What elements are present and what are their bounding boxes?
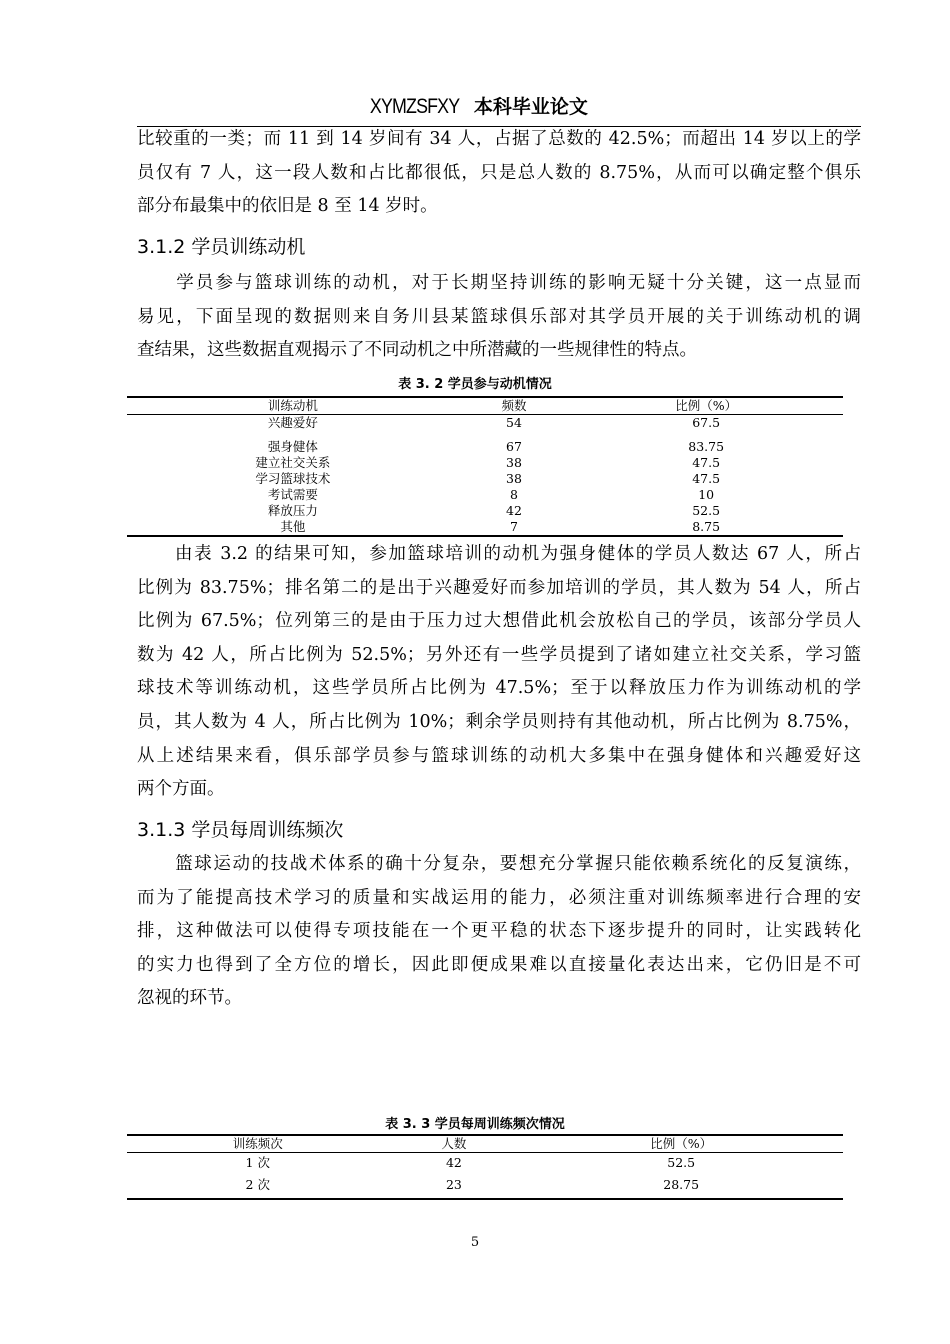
header-title: 本科毕业论文	[473, 96, 588, 118]
text-line: 易见，下面呈现的数据则来自务川县某篮球俱乐部对其学员开展的关于训练动机的调	[137, 306, 861, 327]
text-line: 数为 42 人，所占比例为 52.5%；另外还有一些学员提到了诸如建立社交关系，学习篮	[137, 644, 861, 665]
table-cell: 1 次	[245, 1154, 270, 1170]
table-cell: 23	[445, 1177, 462, 1192]
text-line: 篮球运动的技战术体系的确十分复杂，要想充分掌握只能依赖系统化的反复演练，	[137, 854, 861, 874]
table-row	[127, 1173, 843, 1199]
table-3-2	[127, 396, 843, 537]
paragraph-3	[137, 538, 861, 807]
table-cell: 兴趣爱好	[267, 415, 318, 430]
table-cell: 8	[510, 486, 518, 502]
text-line: 员，其人数为 4 人，所占比例为 10%；剩余学员则持有其他动机，所占比例为 8.75%，	[137, 711, 861, 732]
table-cell: 强身健体	[267, 438, 318, 454]
table-cell: 38	[506, 470, 522, 486]
section-heading-3-1-2: 3.1.2 学员训练动机	[137, 236, 306, 258]
table-caption-3-2: 表 3. 2 学员参与动机情况	[398, 377, 552, 392]
table-caption-3-3: 表 3. 3 学员每周训练频次情况	[385, 1117, 565, 1132]
column-header: 比例（%）	[519, 1135, 843, 1153]
text-line: 比较重的一类；而 11 到 14 岁间有 34 人，占据了总数的 42.5%；而超出 14 岁以上的学	[137, 129, 861, 149]
table-cell: 54	[506, 415, 522, 430]
column-header: 训练频次	[127, 1135, 389, 1153]
table-row	[127, 487, 843, 503]
text-line: 员仅有 7 人，这一段人数和占比都很低，只是总人数的 8.75%，从而可以确定整个俱乐	[137, 162, 861, 183]
table-cell: 47.5	[692, 470, 721, 486]
table-cell: 其他	[280, 518, 306, 534]
table-row	[127, 455, 843, 471]
paragraph-2	[137, 267, 861, 368]
text-line: 查结果，这些数据直观揭示了不同动机之中所潜藏的一些规律性的特点。	[137, 340, 697, 361]
text-line: 而为了能提高技术学习的质量和实战运用的能力，必须注重对训练频率进行合理的安	[137, 887, 861, 908]
table-cell: 8.75	[692, 518, 721, 534]
table-cell: 28.75	[663, 1177, 700, 1192]
paragraph-1	[137, 123, 861, 224]
page-header	[0, 92, 950, 119]
text-line: 从上述结果来看，俱乐部学员参与篮球训练的动机大多集中在强身健体和兴趣爱好这	[137, 745, 861, 766]
section-heading-3-1-3: 3.1.3 学员每周训练频次	[137, 819, 344, 841]
table-cell: 建立社交关系	[255, 454, 331, 470]
text-line: 球技术等训练动机，这些学员所占比例为 47.5%；至于以释放压力作为训练动机的学	[137, 678, 861, 699]
text-line: 由表 3.2 的结果可知，参加篮球培训的动机为强身健体的学员人数达 67 人，所占	[137, 544, 861, 564]
table-cell: 42	[506, 502, 522, 518]
column-header: 人数	[389, 1135, 520, 1153]
column-header: 训练动机	[127, 397, 459, 415]
table-row	[127, 471, 843, 487]
table-cell: 67.5	[692, 415, 721, 430]
table-cell: 52.5	[667, 1154, 696, 1170]
header-latin: XYMZSFXY	[369, 95, 460, 118]
column-header: 比例（%）	[569, 397, 843, 415]
table-row	[127, 503, 843, 519]
paragraph-4	[137, 848, 861, 1016]
table-cell: 52.5	[692, 502, 721, 518]
text-line: 排，这种做法可以使得专项技能在一个更平稳的状态下逐步提升的同时，让实践转化	[137, 921, 861, 942]
text-line: 忽视的环节。	[137, 988, 242, 1009]
text-line: 学员参与篮球训练的动机，对于长期坚持训练的影响无疑十分关键，这一点显而	[137, 273, 861, 293]
table-cell: 10	[698, 486, 715, 502]
table-row	[127, 415, 843, 439]
table-cell: 47.5	[692, 454, 721, 470]
table-3-3	[127, 1134, 843, 1200]
table-cell: 42	[445, 1154, 462, 1170]
text-line: 部分布最集中的依旧是 8 至 14 岁时。	[137, 196, 438, 217]
text-line: 两个方面。	[137, 779, 225, 800]
table-row	[127, 519, 843, 536]
table-cell: 释放压力	[267, 502, 318, 518]
table-cell: 38	[506, 454, 522, 470]
text-line: 的实力也得到了全方位的增长，因此即便成果难以直接量化表达出来，它仍旧是不可	[137, 954, 861, 975]
table-row	[127, 1153, 843, 1173]
table-cell: 67	[506, 438, 522, 454]
column-header: 频数	[459, 397, 570, 415]
table-cell: 学习篮球技术	[255, 470, 331, 486]
table-cell: 考试需要	[267, 486, 318, 502]
text-line: 比例为 83.75%；排名第二的是出于兴趣爱好而参加培训的学员，其人数为 54 人，所占	[137, 577, 861, 598]
page-number: 5	[470, 1235, 480, 1250]
table-cell: 83.75	[688, 438, 725, 454]
table-row	[127, 439, 843, 455]
table-cell: 7	[510, 518, 518, 534]
text-line: 比例为 67.5%；位列第三的是由于压力过大想借此机会放松自己的学员，该部分学员人	[137, 611, 861, 632]
table-cell: 2 次	[245, 1177, 270, 1192]
